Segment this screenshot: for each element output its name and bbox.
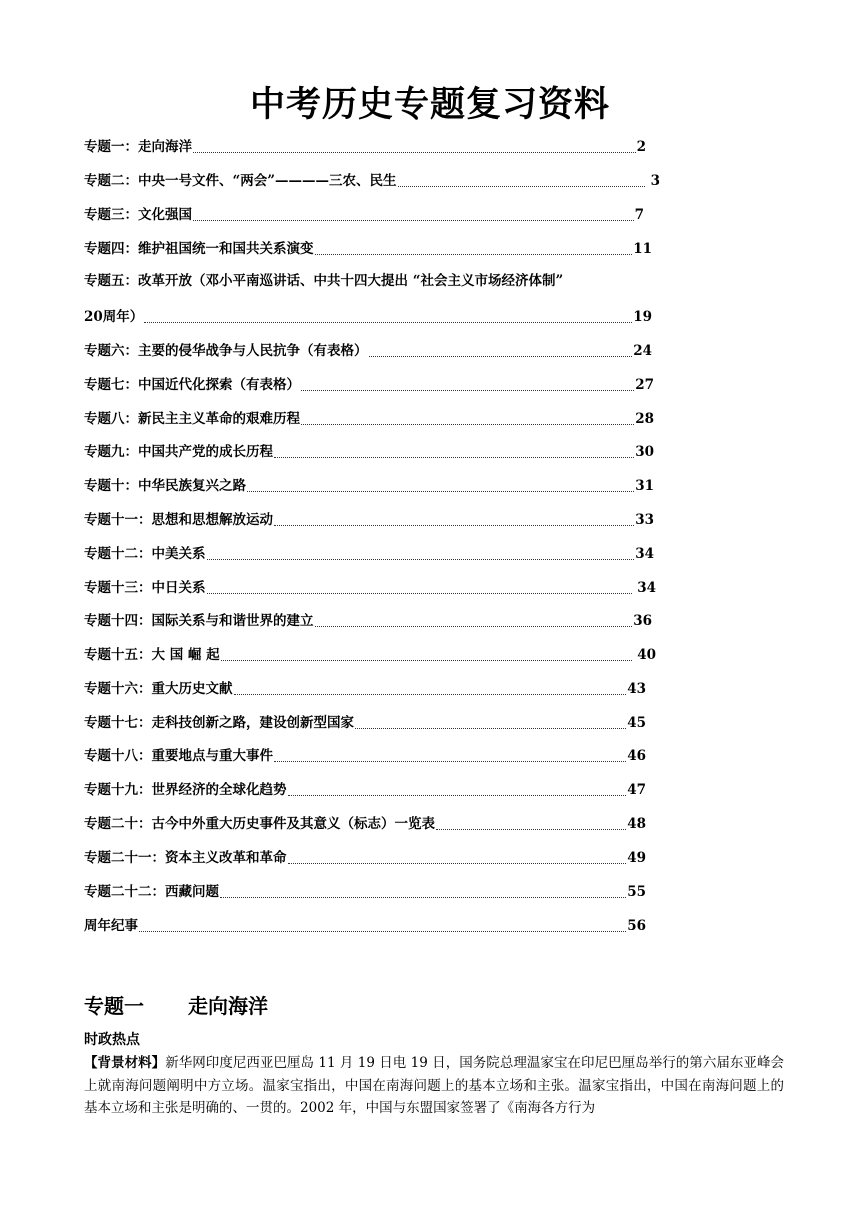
- toc-leader-dots: [301, 390, 634, 391]
- body-text: 新华网印度尼西亚巴厘岛 11 月 19 日电 19 日，国务院总理温家宝在印尼巴厘岛举行的第六届东亚峰会上就南海问题阐明中方立场。温家宝指出，中国在南海问题上的基本立场和主张。温家宝指出，中国在南海问题上的基本立场和主张是明确的、一贯的。2002 年，中国与东盟国家签署了《南海各方行为: [84, 1055, 785, 1116]
- toc-entry[interactable]: [84, 441, 654, 461]
- toc-page-number: 55: [627, 884, 646, 900]
- toc-leader-dots: [315, 254, 633, 255]
- toc-page-number: 56: [627, 918, 646, 934]
- background-tag: 【背景材料】: [84, 1055, 166, 1071]
- toc-page-number: 49: [627, 850, 646, 866]
- toc-page-number: 36: [633, 613, 652, 629]
- toc-entry[interactable]: [84, 678, 646, 698]
- toc-entry[interactable]: [84, 813, 646, 833]
- body-paragraph: [84, 1052, 784, 1120]
- toc-entry[interactable]: [84, 306, 652, 326]
- toc-entry[interactable]: [84, 340, 652, 360]
- toc-page-number: 3: [645, 173, 660, 189]
- toc-page-number: 30: [635, 444, 654, 460]
- toc-entry[interactable]: [84, 881, 646, 901]
- toc-entry-label: 专题二十：古今中外重大历史事件及其意义（标志）一览表: [84, 816, 435, 832]
- toc-entry[interactable]: [84, 509, 654, 529]
- toc-leader-dots: [220, 897, 626, 898]
- toc-leader-dots: [288, 795, 627, 796]
- toc-leader-dots: [207, 593, 632, 594]
- toc-page-number: 11: [633, 241, 652, 257]
- toc-entry[interactable]: [84, 712, 646, 732]
- toc-leader-dots: [301, 424, 634, 425]
- toc-entry[interactable]: [84, 577, 656, 597]
- toc-entry[interactable]: [84, 915, 646, 935]
- toc-leader-dots: [398, 186, 645, 187]
- toc-leader-dots: [315, 626, 633, 627]
- toc-leader-dots: [193, 152, 636, 153]
- toc-page-number: 43: [627, 681, 646, 697]
- toc-entry-label: 专题十九：世界经济的全球化趋势: [84, 782, 287, 798]
- toc-leader-dots: [288, 863, 627, 864]
- toc-entry[interactable]: [84, 543, 654, 563]
- toc-entry[interactable]: [84, 136, 646, 156]
- toc-leader-dots: [207, 559, 635, 560]
- toc-leader-dots: [355, 728, 626, 729]
- toc-entry-label: 周年纪事: [84, 918, 138, 934]
- toc-entry-label: 专题十四：国际关系与和谐世界的建立: [84, 613, 314, 629]
- toc-page-number: 34: [632, 580, 656, 596]
- page-title: 中考历史专题复习资料: [249, 84, 610, 125]
- toc-page-number: 31: [635, 478, 654, 494]
- toc-entry[interactable]: [84, 644, 656, 664]
- toc-entry[interactable]: [84, 408, 654, 428]
- toc-page-number: 33: [635, 512, 654, 528]
- toc-entry-label: 专题十三：中日关系: [84, 580, 206, 596]
- toc-leader-dots: [193, 220, 634, 221]
- toc-page-number: 45: [627, 715, 646, 731]
- toc-entry-label: 专题九：中国共产党的成长历程: [84, 444, 273, 460]
- toc-entry-label: 专题十一：思想和思想解放运动: [84, 512, 273, 528]
- toc-entry[interactable]: [84, 204, 644, 224]
- toc-entry-label: 专题七：中国近代化探索（有表格）: [84, 377, 300, 393]
- toc-entry[interactable]: [84, 238, 652, 258]
- toc-entry-label: 专题十六：重大历史文献: [84, 681, 233, 697]
- toc-leader-dots: [436, 829, 626, 830]
- toc-page-number: 2: [636, 139, 646, 155]
- toc-entry[interactable]: [84, 847, 646, 867]
- toc-leader-dots: [247, 491, 634, 492]
- toc-entry[interactable]: [84, 374, 654, 394]
- toc-leader-dots: [274, 525, 634, 526]
- toc-page-number: 47: [627, 782, 646, 798]
- toc-page-number: 34: [635, 546, 654, 562]
- toc-entry-label: 专题二十二：西藏问题: [84, 884, 219, 900]
- toc-entry[interactable]: [84, 475, 654, 495]
- toc-entry-label: 专题五：改革开放（邓小平南巡讲话、中共十四大提出 “社会主义市场经济体制”: [84, 273, 564, 289]
- toc-entry-label: 专题二：中央一号文件、“两会”————三农、民生: [84, 173, 397, 189]
- toc-page-number: 28: [635, 411, 654, 427]
- toc-entry-label: 专题十：中华民族复兴之路: [84, 478, 246, 494]
- toc-entry-label: 专题十五：大 国 崛 起: [84, 647, 220, 663]
- toc-leader-dots: [221, 660, 632, 661]
- toc-entry[interactable]: [84, 170, 660, 190]
- toc-entry-label: 专题四：维护祖国统一和国共关系演变: [84, 241, 314, 257]
- toc-page-number: 46: [627, 748, 646, 764]
- toc-entry-label: 专题六：主要的侵华战争与人民抗争（有表格）: [84, 343, 368, 359]
- toc-entry-label: 专题十七：走科技创新之路，建设创新型国家: [84, 715, 354, 731]
- toc-entry[interactable]: [84, 745, 646, 765]
- toc-page-number: 48: [627, 816, 646, 832]
- toc-entry[interactable]: [84, 610, 652, 630]
- toc-leader-dots: [139, 931, 626, 932]
- toc-leader-dots: [274, 457, 634, 458]
- toc-page-number: 24: [633, 343, 652, 359]
- section-number: 专题一: [84, 994, 144, 1018]
- toc-entry-label: 专题十二：中美关系: [84, 546, 206, 562]
- toc-entry-label: 专题一：走向海洋: [84, 139, 192, 155]
- toc-page-number: 19: [633, 309, 652, 325]
- toc-entry-label: 专题八：新民主主义革命的艰难历程: [84, 411, 300, 427]
- toc-entry-continuation: 20周年）: [84, 309, 144, 325]
- toc-entry-label: 专题三：文化强国: [84, 207, 192, 223]
- toc-page-number: 27: [635, 377, 654, 393]
- section-heading: [84, 993, 268, 1019]
- toc-leader-dots: [369, 356, 633, 357]
- toc-entry-label: 专题十八：重要地点与重大事件: [84, 748, 273, 764]
- section-title: 走向海洋: [188, 994, 268, 1018]
- toc-leader-dots: [274, 761, 626, 762]
- section-subheading: 时政热点: [84, 1032, 140, 1048]
- toc-entry-label: 专题二十一：资本主义改革和革命: [84, 850, 287, 866]
- toc-page-number: 7: [634, 207, 644, 223]
- toc-page-number: 40: [632, 647, 656, 663]
- toc-entry[interactable]: [84, 779, 646, 799]
- toc-leader-dots: [144, 322, 632, 323]
- toc-leader-dots: [234, 694, 627, 695]
